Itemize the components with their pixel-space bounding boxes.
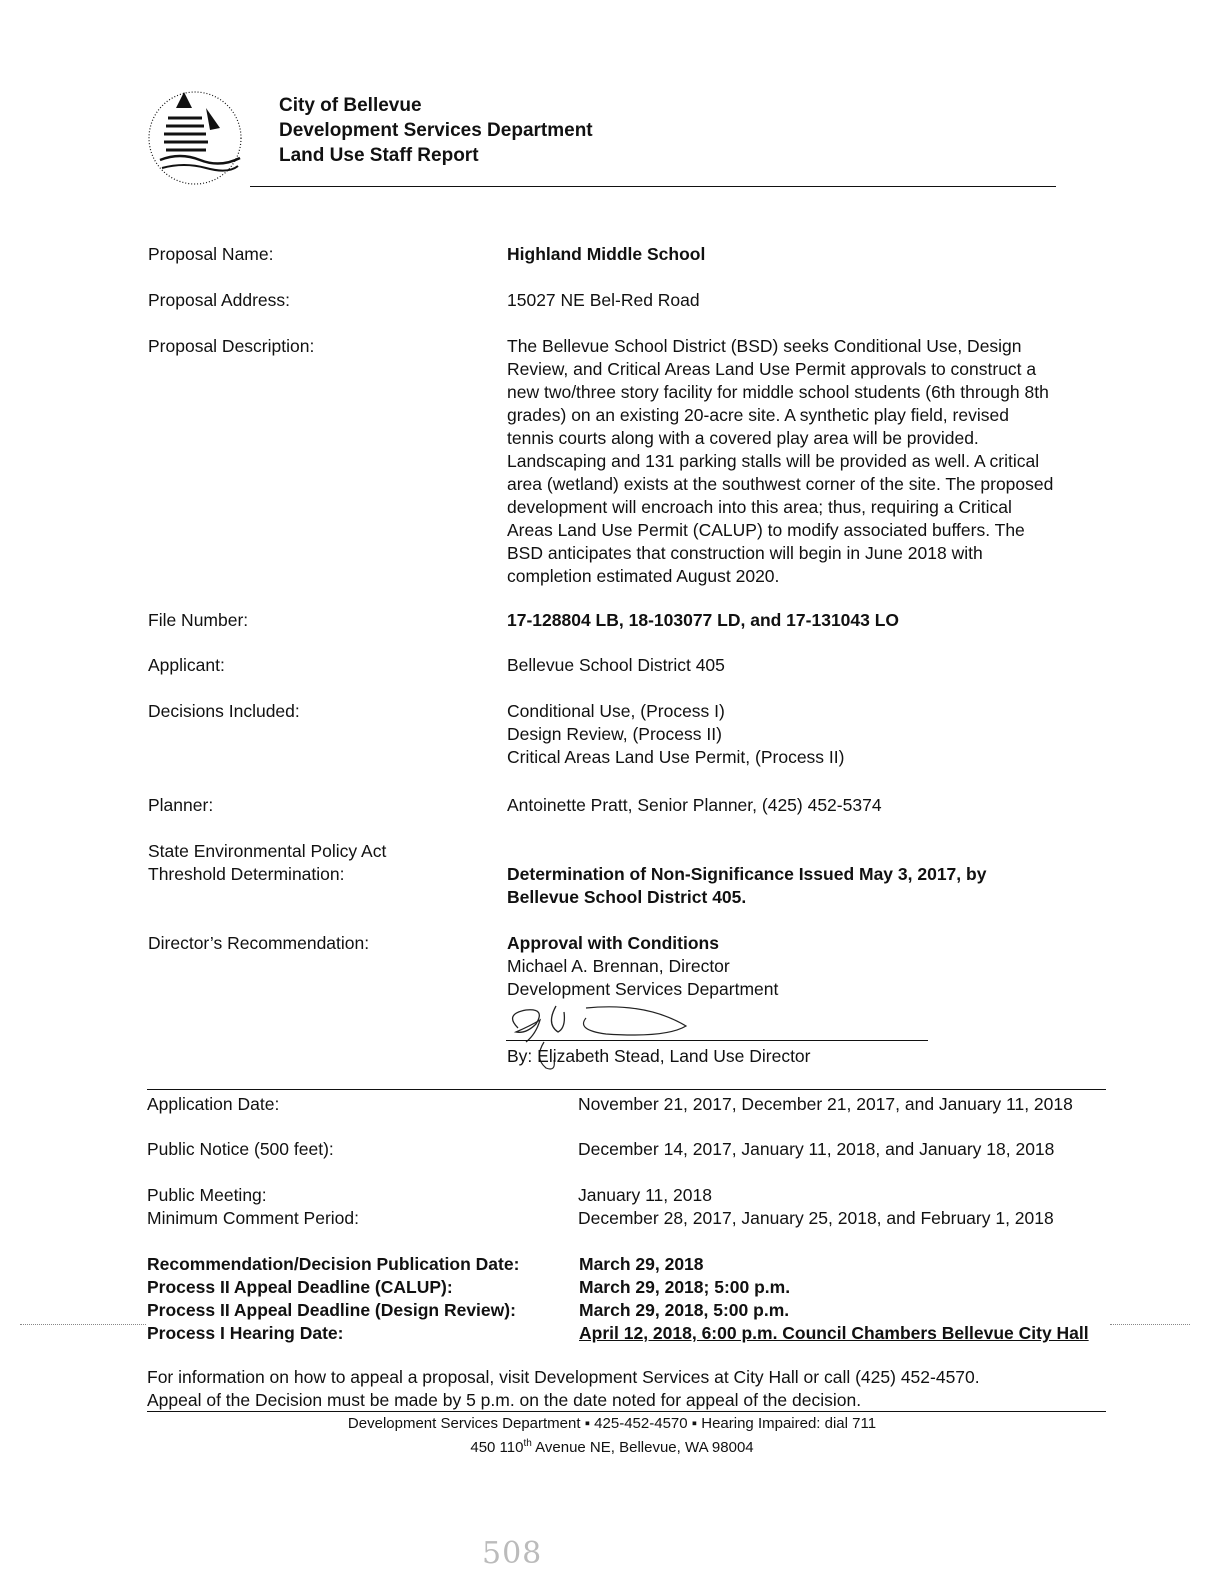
publication-date-value: March 29, 2018	[579, 1254, 704, 1274]
appeal-info	[147, 1366, 980, 1412]
director-department: Development Services Department	[507, 979, 779, 999]
appeal-info-line: For information on how to appeal a proposal, visit Development Services at City Hall or call (425) 452-4570.	[147, 1367, 980, 1387]
calup-appeal-label: Process II Appeal Deadline (CALUP):	[147, 1277, 453, 1297]
recommendation-decision: Approval with Conditions	[507, 933, 719, 953]
hearing-date-label: Process I Hearing Date:	[147, 1323, 344, 1343]
sepa-value-line: Bellevue School District 405.	[507, 887, 747, 907]
description-line: completion estimated August 2020.	[507, 566, 780, 586]
scan-artifact-dots-left	[20, 1324, 146, 1325]
description-line: Areas Land Use Permit (CALUP) to modify associated buffers. The	[507, 520, 1025, 540]
file-number-value: 17-128804 LB, 18-103077 LD, and 17-131043 LO	[507, 610, 900, 630]
design-review-appeal-value: March 29, 2018, 5:00 p.m.	[579, 1300, 790, 1320]
proposal-address-label: Proposal Address:	[148, 290, 291, 310]
applicant-value: Bellevue School District 405	[507, 655, 725, 675]
public-meeting-value: January 11, 2018	[578, 1185, 712, 1205]
sepa-value-line: Determination of Non-Significance Issued May 3, 2017, by	[507, 864, 987, 884]
proposal-name-value: Highland Middle School	[507, 244, 706, 264]
decisions-included-value	[507, 700, 844, 769]
directors-recommendation-value	[507, 932, 778, 1001]
application-date-label: Application Date:	[147, 1094, 280, 1114]
application-date-value: November 21, 2017, December 21, 2017, and January 11, 2018	[578, 1094, 1073, 1114]
calup-appeal-value: March 29, 2018; 5:00 p.m.	[579, 1277, 791, 1297]
description-line: Landscaping and 131 parking stalls will be provided as well. A critical	[507, 451, 1040, 471]
signature-line	[506, 1040, 928, 1041]
dates-top-rule	[147, 1089, 1106, 1090]
public-meeting-label: Public Meeting:	[147, 1185, 267, 1205]
comment-period-label: Minimum Comment Period:	[147, 1208, 359, 1228]
hearing-date-value: April 12, 2018, 6:00 p.m. Council Chambers Bellevue City Hall	[579, 1323, 1089, 1343]
footer-contact: Development Services Department ▪ 425-452-4570 ▪ Hearing Impaired: dial 711	[347, 1415, 877, 1432]
public-notice-value: December 14, 2017, January 11, 2018, and January 18, 2018	[578, 1139, 1055, 1159]
header-org: City of Bellevue	[279, 95, 422, 116]
footer-address-sup: th	[523, 1438, 532, 1449]
description-line: The Bellevue School District (BSD) seeks Conditional Use, Design	[507, 336, 1022, 356]
sepa-label-line: State Environmental Policy Act	[148, 841, 387, 861]
sepa-value	[507, 863, 986, 909]
file-number-label: File Number:	[148, 610, 249, 630]
footer-rule	[147, 1411, 1106, 1412]
planner-label: Planner:	[148, 795, 214, 815]
design-review-appeal-label: Process II Appeal Deadline (Design Review):	[147, 1300, 516, 1320]
planner-value: Antoinette Pratt, Senior Planner, (425) 452-5374	[507, 795, 882, 815]
publication-date-label: Recommendation/Decision Publication Date:	[147, 1254, 520, 1274]
applicant-label: Applicant:	[148, 655, 225, 675]
signed-by: By: Elizabeth Stead, Land Use Director	[507, 1046, 811, 1066]
header-department: Development Services Department	[279, 120, 593, 141]
proposal-description-value	[507, 335, 1147, 588]
appeal-info-line: Appeal of the Decision must be made by 5 p.m. on the date noted for appeal of the decision.	[147, 1390, 862, 1410]
city-seal-logo	[140, 78, 256, 198]
footer-address-pre: 450 110	[470, 1439, 524, 1456]
description-line: area (wetland) exists at the southwest corner of the site. The proposed	[507, 474, 1054, 494]
comment-period-value: December 28, 2017, January 25, 2018, and February 1, 2018	[578, 1208, 1054, 1228]
description-line: grades) on an existing 20-acre site. A synthetic play field, revised	[507, 405, 1009, 425]
decision-line: Design Review, (Process II)	[507, 724, 722, 744]
director-name: Michael A. Brennan, Director	[507, 956, 730, 976]
public-notice-label: Public Notice (500 feet):	[147, 1139, 334, 1159]
description-line: development will encroach into this area; thus, requiring a Critical	[507, 497, 1012, 517]
proposal-name-label: Proposal Name:	[148, 244, 274, 264]
proposal-description-label: Proposal Description:	[148, 336, 315, 356]
scan-artifact-dots-right	[1110, 1324, 1190, 1325]
sepa-label	[148, 840, 386, 886]
description-line: Review, and Critical Areas Land Use Permit approvals to construct a	[507, 359, 1037, 379]
footer-address	[0, 1434, 1224, 1457]
header-report-type: Land Use Staff Report	[279, 145, 479, 166]
decisions-included-label: Decisions Included:	[148, 701, 300, 721]
directors-recommendation-label: Director’s Recommendation:	[148, 933, 370, 953]
page-number: 508	[482, 1536, 543, 1571]
sepa-label-line: Threshold Determination:	[148, 864, 345, 884]
description-line: tennis courts along with a covered play area will be provided.	[507, 428, 979, 448]
description-line: BSD anticipates that construction will begin in June 2018 with	[507, 543, 983, 563]
description-line: new two/three story facility for middle school students (6th through 8th	[507, 382, 1049, 402]
proposal-address-value: 15027 NE Bel-Red Road	[507, 290, 700, 310]
seal-text: CITY OF BELLEVUE WASHINGTON	[160, 200, 292, 209]
footer-address-post: Avenue NE, Bellevue, WA 98004	[531, 1439, 754, 1456]
header-rule	[250, 186, 1056, 187]
decision-line: Conditional Use, (Process I)	[507, 701, 725, 721]
decision-line: Critical Areas Land Use Permit, (Process II)	[507, 747, 845, 767]
